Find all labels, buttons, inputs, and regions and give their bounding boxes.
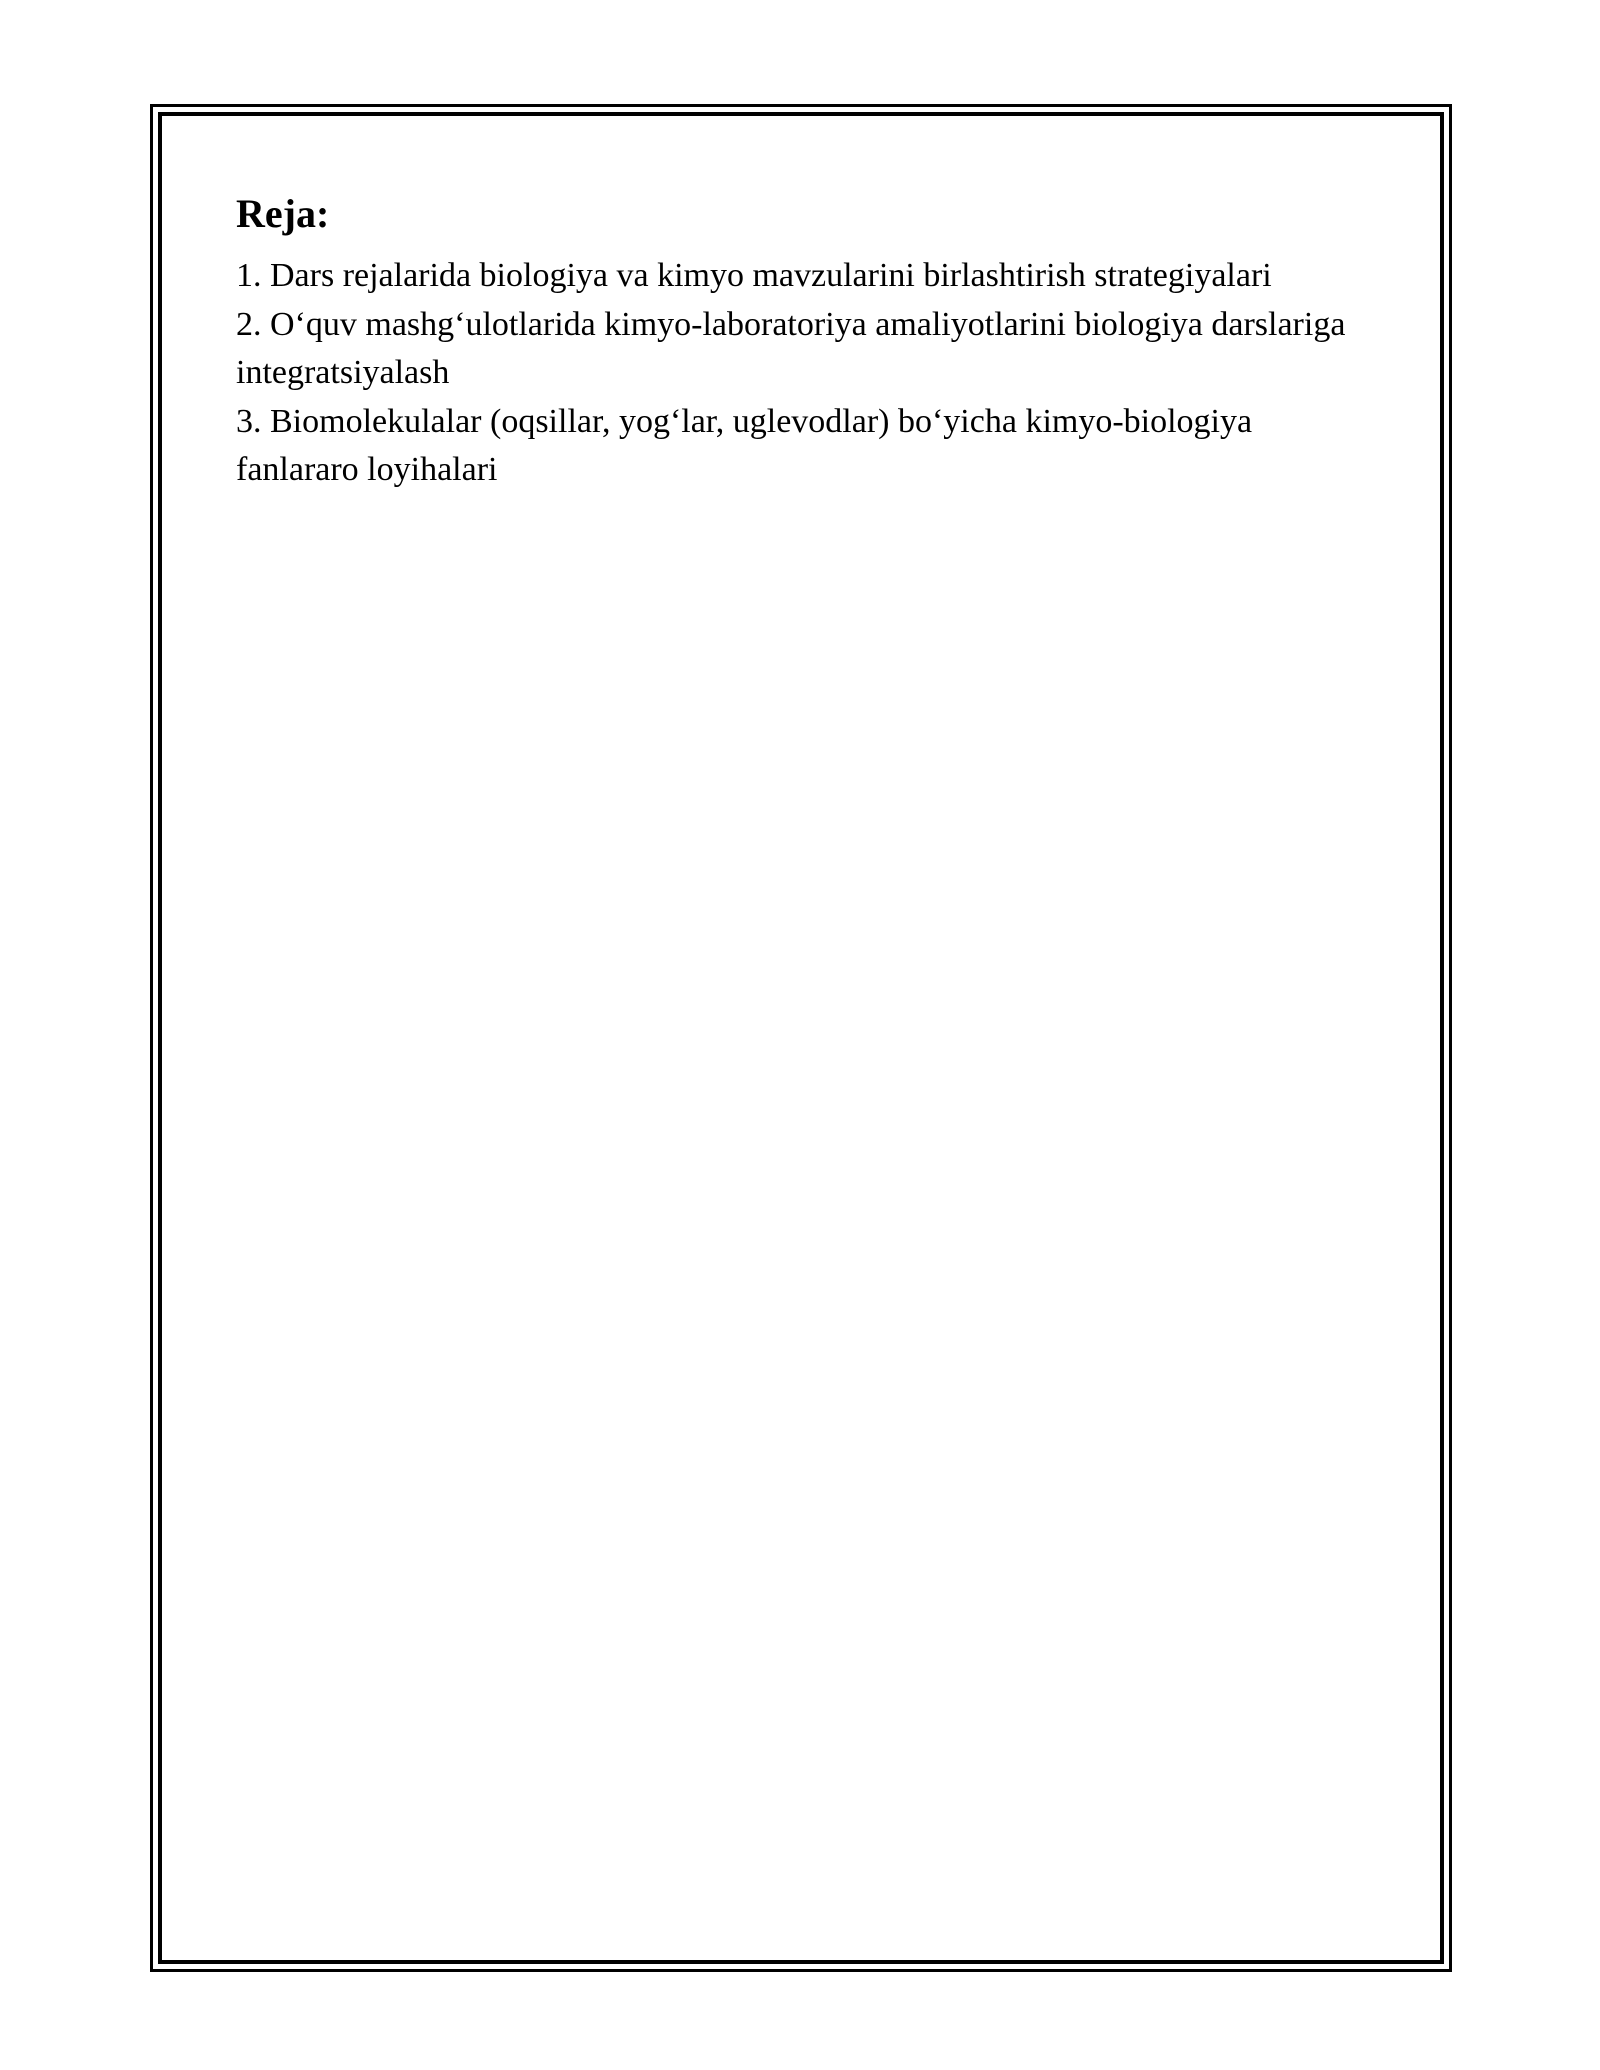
page-content xyxy=(236,186,1376,495)
plan-item-3: 3. Biomolekulalar (oqsillar, yog‘lar, uglevodlar) bo‘yicha kimyo-biologiya fanlararo loyihalari xyxy=(236,402,1253,488)
plan-item-2: 2. O‘quv mashg‘ulotlarida kimyo-laboratoriya amaliyotlarini biologiya darslariga integratsiyalash xyxy=(236,305,1346,391)
plan-list xyxy=(236,252,1376,495)
plan-heading: Reja: xyxy=(236,191,330,236)
plan-item-1: 1. Dars rejalarida biologiya va kimyo mavzularini birlashtirish strategiyalari xyxy=(236,257,1272,294)
